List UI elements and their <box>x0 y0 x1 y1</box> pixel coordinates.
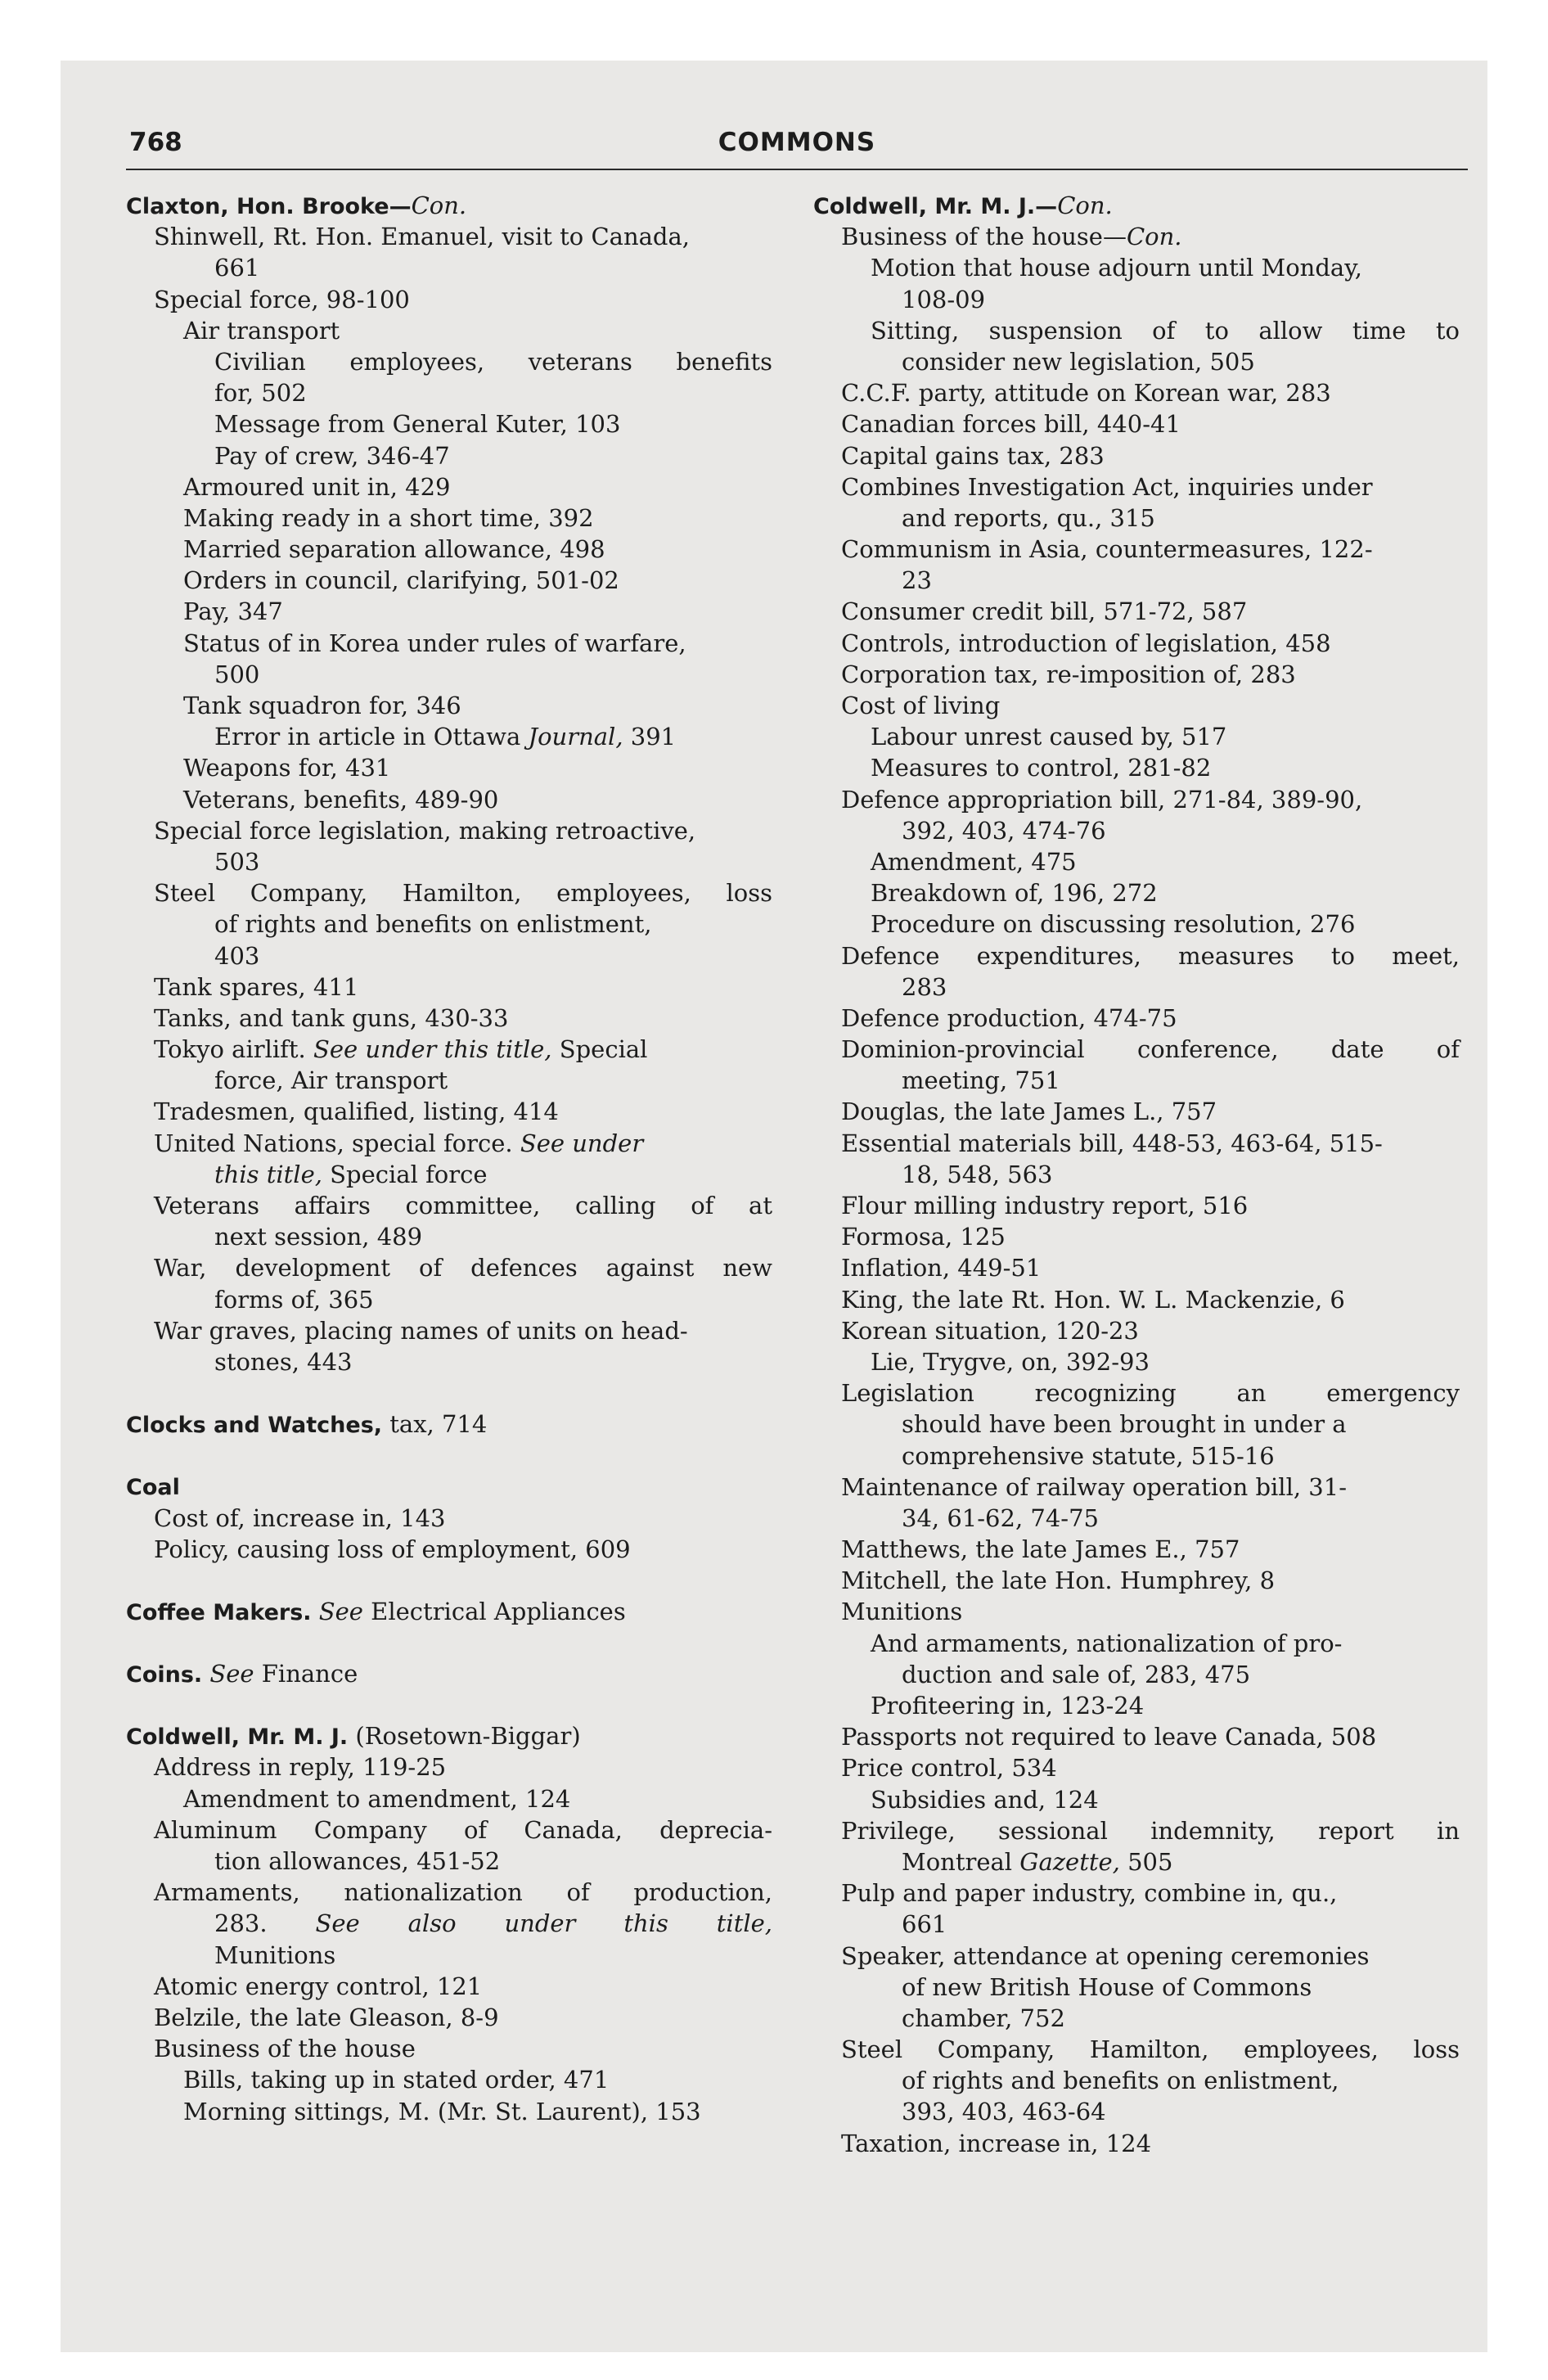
entry-text: Steel Company, Hamilton, employees, loss <box>154 879 772 908</box>
index-entry-line <box>813 1128 1460 1159</box>
index-entry-line <box>813 1315 1460 1346</box>
entry-text: Motion that house adjourn until Monday, <box>871 254 1362 282</box>
index-column-right <box>813 190 1460 2159</box>
entry-text: Address in reply, 119-25 <box>154 1753 447 1782</box>
index-entry-line <box>126 659 772 690</box>
index-entry-line <box>813 1628 1460 1659</box>
entry-text: Married separation allowance, 498 <box>183 535 605 564</box>
index-entry-line <box>126 221 772 252</box>
entry-text: Atomic energy control, 121 <box>154 1972 483 2000</box>
entry-text: Formosa, 125 <box>841 1223 1006 1251</box>
entry-text: 503 <box>214 847 260 876</box>
entry-text: C.C.F. party, attitude on Korean war, 283 <box>841 379 1331 408</box>
entry-text: Aluminum Company of Canada, deprecia- <box>154 1815 772 1844</box>
entry-text: Belzile, the late Gleason, 8-9 <box>154 2003 499 2031</box>
index-entry-line <box>126 971 772 1003</box>
index-entry-line <box>813 2003 1460 2034</box>
index-entry-line <box>126 2096 772 2127</box>
heading-name: Coldwell, Mr. M. J.— <box>813 194 1058 219</box>
index-entry-line <box>813 440 1460 471</box>
index-entry-line <box>813 784 1460 815</box>
index-entry-line <box>813 721 1460 752</box>
heading-name: Clocks and Watches, <box>126 1413 383 1439</box>
index-entry-line <box>813 752 1460 783</box>
entry-text: Lie, Trygve, on, 392-93 <box>871 1347 1150 1376</box>
index-entry-line <box>126 1159 772 1190</box>
entry-text: comprehensive statute, 515-16 <box>902 1441 1275 1470</box>
entry-text: should have been brought in under a <box>902 1410 1347 1439</box>
index-entry-line <box>126 1284 772 1315</box>
index-entry-line <box>126 1846 772 1877</box>
index-entry-line <box>126 940 772 971</box>
index-entry-line <box>813 1065 1460 1096</box>
index-entry-line <box>126 1503 772 1534</box>
entry-text: Passports not required to leave Canada, 508 <box>841 1723 1377 1751</box>
index-entry-line <box>813 940 1460 971</box>
index-heading <box>126 1409 772 1440</box>
index-entry-line <box>813 2096 1460 2127</box>
index-entry-line <box>813 1034 1460 1065</box>
cross-reference-italic: Con. <box>1126 223 1182 251</box>
entry-text: duction and sale of, 283, 475 <box>902 1660 1251 1688</box>
entry-text: Tanks, and tank guns, 430-33 <box>154 1003 509 1032</box>
index-entry-line <box>813 690 1460 721</box>
index-entry-line <box>813 877 1460 908</box>
entry-text: stones, 443 <box>214 1347 353 1376</box>
index-entry-line <box>126 1877 772 1908</box>
entry-text: Price control, 534 <box>841 1754 1057 1783</box>
index-entry-line <box>813 1690 1460 1721</box>
entry-text: Weapons for, 431 <box>183 754 391 782</box>
index-entry-line <box>126 1315 772 1346</box>
entry-text: Shinwell, Rt. Hon. Emanuel, visit to Canada, <box>154 223 690 251</box>
index-entry-line <box>813 1721 1460 1752</box>
entry-text: Armoured unit in, 429 <box>183 472 451 501</box>
index-entry-line <box>813 2034 1460 2065</box>
entry-text: Business of the house— <box>841 223 1127 251</box>
entry-text: Morning sittings, M. (Mr. St. Laurent), 153 <box>183 2097 701 2125</box>
index-entry-line <box>126 1221 772 1252</box>
heading-name: Coldwell, Mr. M. J. <box>126 1724 349 1751</box>
entry-text-tail: (Rosetown-Biggar) <box>348 1722 581 1751</box>
cross-reference-italic: Gazette, <box>1019 1847 1120 1876</box>
entry-text: of new British House of Commons <box>902 1972 1312 2001</box>
entry-text: Error in article in Ottawa <box>214 723 529 751</box>
index-entry-line <box>126 1096 772 1127</box>
entry-text: Munitions <box>214 1941 336 1969</box>
index-entry-line <box>813 1909 1460 1940</box>
cross-reference-italic: See <box>202 1660 254 1688</box>
index-entry-line <box>126 1190 772 1221</box>
entry-text: War, development of defences against new <box>154 1254 772 1282</box>
entry-text: Capital gains tax, 283 <box>841 441 1105 470</box>
index-entry-line <box>813 1565 1460 1596</box>
index-entry-line <box>813 971 1460 1003</box>
index-heading <box>126 190 772 221</box>
entry-text-tail: tax, 714 <box>382 1410 488 1439</box>
index-entry-line <box>126 1034 772 1065</box>
cross-reference-italic: Journal, <box>528 723 623 751</box>
entry-text: 34, 61-62, 74-75 <box>902 1503 1099 1532</box>
index-entry-line <box>126 1908 772 1939</box>
entry-text: Orders in council, clarifying, 501-02 <box>183 566 619 595</box>
entry-text: Tradesmen, qualified, listing, 414 <box>154 1098 559 1126</box>
entry-text: United Nations, special force. <box>154 1129 520 1157</box>
entry-text-tail: 391 <box>623 723 677 751</box>
heading-name: Coins. <box>126 1662 203 1688</box>
index-entry-line <box>126 377 772 408</box>
index-heading <box>126 1471 772 1502</box>
entry-text: Pay of crew, 346-47 <box>214 441 450 470</box>
index-entry-line <box>813 252 1460 283</box>
index-entry-line <box>813 659 1460 690</box>
index-entry-line <box>126 784 772 815</box>
entry-text: tion allowances, 451-52 <box>214 1847 501 1875</box>
entry-text: 18, 548, 563 <box>902 1160 1053 1188</box>
index-entry-line <box>813 1972 1460 2003</box>
index-entry-line <box>813 534 1460 565</box>
index-entry-line <box>813 315 1460 346</box>
index-entry-line <box>126 1940 772 1971</box>
index-entry-line <box>126 252 772 283</box>
cross-reference-italic: See under this title, <box>313 1035 552 1064</box>
index-entry-line <box>126 2002 772 2033</box>
entry-text: Montreal <box>902 1847 1020 1876</box>
index-entry-line <box>813 628 1460 659</box>
index-entry-line <box>813 1877 1460 1909</box>
index-entry-line <box>813 1440 1460 1472</box>
entry-text: Sitting, suspension of to allow time to <box>871 316 1460 345</box>
entry-text: Tokyo airlift. <box>154 1035 313 1064</box>
index-entry-line <box>126 1814 772 1846</box>
entry-text: Privilege, sessional indemnity, report in <box>841 1816 1460 1845</box>
entry-text: Bills, taking up in stated order, 471 <box>183 2066 610 2094</box>
entry-text: Tank squadron for, 346 <box>183 692 461 719</box>
entry-text: 393, 403, 463-64 <box>902 2098 1106 2126</box>
index-entry-line <box>126 1128 772 1159</box>
entry-text: Essential materials bill, 448-53, 463-64, 515- <box>841 1129 1383 1157</box>
entry-text: 392, 403, 474-76 <box>902 816 1106 845</box>
index-entry-line <box>813 1409 1460 1440</box>
entry-text: for, 502 <box>214 379 307 408</box>
entry-text: Profiteering in, 123-24 <box>871 1692 1145 1720</box>
entry-text: Civilian employees, veterans benefits <box>214 347 772 376</box>
entry-text: Subsidies and, 124 <box>871 1785 1099 1814</box>
entry-text: Breakdown of, 196, 272 <box>871 879 1158 908</box>
entry-text: War graves, placing names of units on head- <box>154 1316 688 1345</box>
index-heading <box>126 1658 772 1689</box>
index-entry-line <box>126 565 772 596</box>
index-entry-line <box>126 721 772 752</box>
entry-text: Speaker, attendance at opening ceremonies <box>841 1941 1370 1970</box>
index-entry-line <box>813 1752 1460 1783</box>
index-entry-line <box>126 1751 772 1783</box>
index-entry-line <box>126 440 772 471</box>
entry-text: King, the late Rt. Hon. W. L. Mackenzie, 6 <box>841 1285 1345 1314</box>
entry-text: Consumer credit bill, 571-72, 587 <box>841 597 1248 626</box>
entry-text: And armaments, nationalization of pro- <box>871 1629 1343 1657</box>
index-entry-line <box>126 628 772 659</box>
index-entry-line <box>126 2064 772 2095</box>
entry-text: consider new legislation, 505 <box>902 347 1255 376</box>
entry-text: Legislation recognizing an emergency <box>841 1379 1460 1408</box>
entry-text: of rights and benefits on enlistment, <box>902 2067 1339 2095</box>
index-entry-line <box>126 908 772 940</box>
entry-text: 661 <box>902 1910 947 1939</box>
entry-text: Cost of living <box>841 692 1001 719</box>
page-number: 768 <box>129 128 182 157</box>
entry-text: Defence production, 474-75 <box>841 1003 1177 1032</box>
index-entry-line <box>813 503 1460 534</box>
index-entry-line <box>813 1941 1460 1972</box>
index-entry-line <box>813 471 1460 503</box>
entry-text: Cost of, increase in, 143 <box>154 1503 446 1532</box>
entry-text: Maintenance of railway operation bill, 31- <box>841 1472 1347 1501</box>
index-entry-line <box>126 596 772 627</box>
entry-text: 661 <box>214 254 260 282</box>
index-entry-line <box>813 1346 1460 1377</box>
index-heading <box>126 1596 772 1627</box>
entry-text-tail: Finance <box>254 1660 358 1688</box>
index-entry-line <box>813 1784 1460 1815</box>
entry-text-tail: 505 <box>1119 1847 1173 1876</box>
index-entry-line <box>126 503 772 534</box>
index-entry-line <box>813 1534 1460 1565</box>
entry-text: Making ready in a short time, 392 <box>183 503 594 532</box>
index-entry-line <box>126 1065 772 1096</box>
index-entry-line <box>813 846 1460 877</box>
entry-text: Pay, 347 <box>183 597 283 626</box>
index-entry-line <box>813 1472 1460 1503</box>
entry-text: 500 <box>214 660 260 688</box>
entry-text: Controls, introduction of legislation, 458 <box>841 629 1331 657</box>
index-entry-line <box>126 1783 772 1814</box>
index-page <box>61 61 1487 2352</box>
index-entry-line <box>813 1252 1460 1283</box>
index-entry-line <box>813 1221 1460 1252</box>
index-entry-line <box>813 596 1460 627</box>
index-entry-line <box>813 1003 1460 1034</box>
entry-text: Amendment to amendment, 124 <box>183 1784 571 1813</box>
entry-text: Status of in Korea under rules of warfare, <box>183 629 686 657</box>
entry-text: 283. <box>214 1909 316 1938</box>
entry-text: and reports, qu., 315 <box>902 503 1155 532</box>
entry-text: Korean situation, 120-23 <box>841 1316 1139 1345</box>
entry-text: next session, 489 <box>214 1223 423 1251</box>
index-entry-line <box>813 908 1460 940</box>
entry-text: forms of, 365 <box>214 1285 374 1314</box>
entry-text-tail: Special force <box>322 1160 488 1188</box>
index-entry-line <box>126 534 772 565</box>
entry-text: Douglas, the late James L., 757 <box>841 1098 1217 1126</box>
index-entry-line <box>126 1346 772 1377</box>
index-entry-line <box>813 1846 1460 1877</box>
index-entry-line <box>813 1190 1460 1221</box>
entry-text: Canadian forces bill, 440-41 <box>841 410 1181 439</box>
entry-text: Defence expenditures, measures to meet, <box>841 941 1460 970</box>
cross-reference-italic: See under <box>520 1129 644 1157</box>
index-entry-line <box>813 815 1460 846</box>
entry-text: 108-09 <box>902 285 986 313</box>
cross-reference-italic: See also under this title, <box>315 1909 773 1938</box>
entry-text: Labour unrest caused by, 517 <box>871 723 1227 751</box>
entry-text-tail: Special <box>551 1035 648 1064</box>
index-entry-line <box>126 2033 772 2064</box>
entry-text: Steel Company, Hamilton, employees, loss <box>841 2035 1460 2064</box>
index-entry-line <box>813 2128 1460 2159</box>
index-entry-line <box>813 1284 1460 1315</box>
entry-text: Inflation, 449-51 <box>841 1254 1042 1282</box>
heading-name: Coal <box>126 1475 180 1501</box>
entry-text: 403 <box>214 941 260 970</box>
index-entry-line <box>126 877 772 908</box>
entry-text: Dominion-provincial conference, date of <box>841 1035 1460 1064</box>
index-entry-line <box>813 1596 1460 1627</box>
index-entry-line <box>813 2065 1460 2096</box>
entry-text: Business of the house <box>154 2035 416 2063</box>
index-entry-line <box>813 408 1460 439</box>
index-entry-line <box>126 1971 772 2002</box>
entry-text: force, Air transport <box>214 1066 448 1095</box>
entry-text: Special force, 98-100 <box>154 285 410 313</box>
index-entry-line <box>126 752 772 783</box>
entry-text-tail: Electrical Appliances <box>362 1597 626 1625</box>
heading-name: Coffee Makers. <box>126 1599 312 1625</box>
entry-text: Matthews, the late James E., 757 <box>841 1535 1240 1564</box>
running-header <box>126 123 1468 170</box>
index-entry-line <box>813 1159 1460 1190</box>
entry-text: 23 <box>902 566 932 595</box>
index-entry-line <box>126 471 772 503</box>
index-column-left <box>126 190 772 2127</box>
index-entry-line <box>126 690 772 721</box>
entry-text: Amendment, 475 <box>871 847 1077 876</box>
cross-reference-italic: See <box>311 1597 363 1625</box>
entry-text: Procedure on discussing resolution, 276 <box>871 910 1356 939</box>
heading-name: Claxton, Hon. Brooke— <box>126 194 412 219</box>
index-entry-line <box>126 1534 772 1565</box>
index-entry-line <box>126 1252 772 1283</box>
entry-text: Measures to control, 281-82 <box>871 754 1212 782</box>
index-entry-line <box>813 221 1460 252</box>
index-entry-line <box>813 284 1460 315</box>
entry-text: Mitchell, the late Hon. Humphrey, 8 <box>841 1566 1276 1595</box>
entry-text: Combines Investigation Act, inquiries under <box>841 472 1373 501</box>
running-title: COMMONS <box>718 128 876 157</box>
entry-text: Pulp and paper industry, combine in, qu., <box>841 1879 1338 1908</box>
index-entry-line <box>126 1003 772 1034</box>
continued-marker: Con. <box>1057 192 1113 219</box>
index-entry-line <box>813 1659 1460 1690</box>
entry-text: Corporation tax, re-imposition of, 283 <box>841 660 1296 688</box>
entry-text: meeting, 751 <box>902 1066 1060 1095</box>
index-entry-line <box>126 815 772 846</box>
continued-marker: Con. <box>411 192 467 219</box>
entry-text: Armaments, nationalization of production, <box>154 1878 772 1907</box>
index-entry-line <box>126 284 772 315</box>
entry-text: Air transport <box>183 316 340 345</box>
index-entry-line <box>813 1815 1460 1846</box>
index-entry-line <box>126 846 772 877</box>
entry-text: Special force legislation, making retroactive, <box>154 816 696 845</box>
entry-text: Munitions <box>841 1598 963 1626</box>
index-entry-line <box>813 377 1460 408</box>
index-entry-line <box>126 346 772 377</box>
entry-text: 283 <box>902 972 947 1001</box>
index-entry-line <box>813 1377 1460 1409</box>
entry-text: Veterans, benefits, 489-90 <box>183 785 499 814</box>
entry-text: Flour milling industry report, 516 <box>841 1192 1249 1219</box>
entry-text: Communism in Asia, countermeasures, 122- <box>841 535 1373 564</box>
index-entry-line <box>813 565 1460 596</box>
entry-text: Taxation, increase in, 124 <box>841 2129 1152 2157</box>
index-entry-line <box>813 346 1460 377</box>
cross-reference-italic: this title, <box>214 1160 322 1188</box>
index-entry-line <box>126 315 772 346</box>
index-heading <box>813 190 1460 221</box>
index-heading <box>126 1720 772 1751</box>
index-entry-line <box>813 1503 1460 1534</box>
entry-text: Veterans affairs committee, calling of at <box>154 1192 772 1219</box>
entry-text: Message from General Kuter, 103 <box>214 410 621 439</box>
entry-text: chamber, 752 <box>902 2004 1065 2032</box>
entry-text: Tank spares, 411 <box>154 972 359 1001</box>
index-entry-line <box>126 408 772 439</box>
entry-text: Defence appropriation bill, 271-84, 389-90, <box>841 785 1363 814</box>
entry-text: of rights and benefits on enlistment, <box>214 910 652 939</box>
index-entry-line <box>813 1096 1460 1127</box>
entry-text: Policy, causing loss of employment, 609 <box>154 1535 631 1563</box>
